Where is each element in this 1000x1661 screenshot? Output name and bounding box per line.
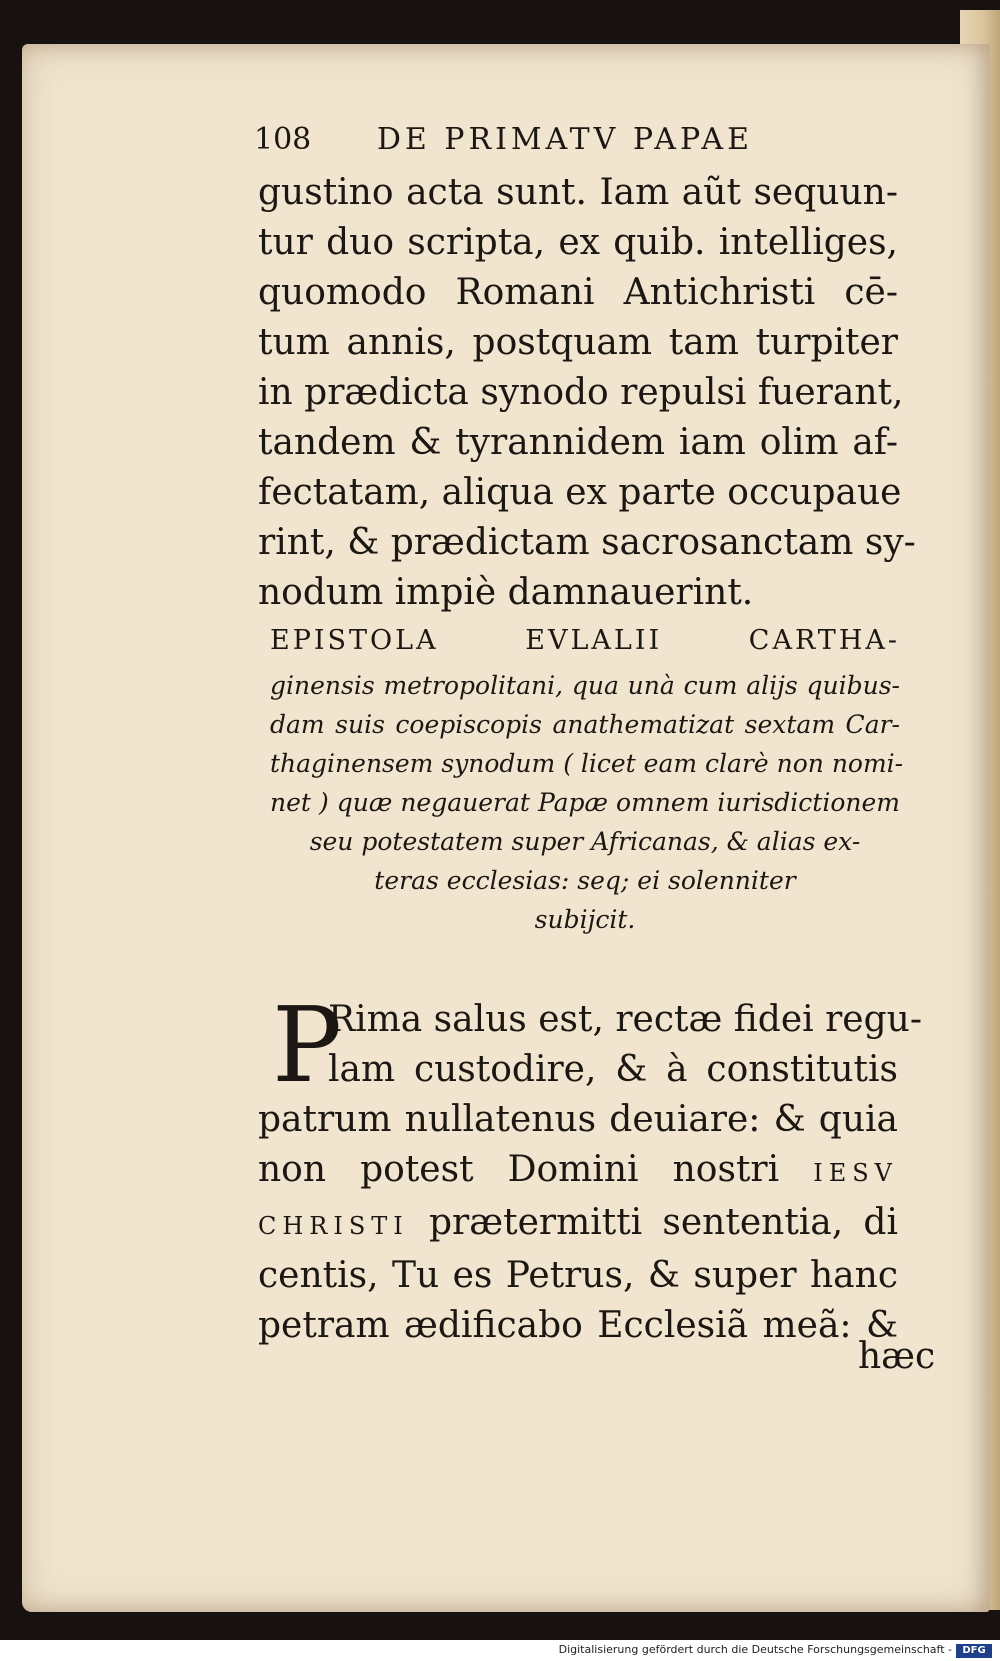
text-line: in prædicta synodo repulsi fuerant,	[258, 372, 904, 413]
text-line: tum annis, postquam tam turpiter	[258, 322, 898, 363]
text-line: tandem & tyrannidem iam olim af-	[258, 422, 898, 463]
catchword: hæc	[858, 1336, 936, 1377]
summary-line: dam suis coepiscopis anathematizat sextam Car-	[270, 710, 900, 739]
text-line	[258, 1145, 898, 1198]
summary-line: seu potestatem super Africanas, & alias ex-	[309, 827, 861, 856]
drop-capital: P	[272, 984, 342, 1106]
funding-note: Digitalisierung gefördert durch die Deutsche Forschungsgemeinschaft -	[558, 1643, 952, 1656]
text-line: tur duo scripta, ex quib. intelliges,	[258, 222, 898, 263]
text-line: petram ædificabo Ecclesiã meã: &	[258, 1305, 898, 1346]
text-line: Rima salus est, rectæ fidei regu-	[328, 999, 922, 1040]
text-span: non potest Domini nostri	[258, 1149, 814, 1190]
body-text-2	[258, 984, 922, 1351]
text-line: lam custodire, & à constitutis	[328, 1049, 898, 1090]
text-line: fectatam, aliqua ex parte occupaue	[258, 472, 902, 513]
text-line: rint, & prædictam sacrosanctam sy-	[258, 522, 916, 563]
small-caps-name: CHRISTI	[258, 1212, 409, 1240]
summary-line: teras ecclesias: seq; ei solenniter	[374, 866, 796, 895]
summary-line: ginensis metropolitani, qua unà cum alijs quibus-	[270, 671, 900, 700]
epistle-heading: EPISTOLA EVLALII CARTHA-	[270, 625, 900, 656]
page-number: 108	[254, 122, 312, 157]
text-line: nodum impiè damnauerint.	[258, 572, 754, 613]
text-span: prætermitti sententia, di	[408, 1202, 898, 1243]
summary-line: thaginensem synodum ( licet eam clarè non nomi-	[270, 749, 904, 778]
summary-line: subijcit.	[534, 905, 636, 934]
running-head	[254, 122, 894, 157]
body-text-1	[258, 168, 916, 618]
text-line: gustino acta sunt. Iam aũt sequun-	[258, 172, 898, 213]
epistle-summary	[270, 666, 904, 939]
running-title: DE PRIMATV PAPAE	[376, 122, 753, 157]
text-line	[258, 1198, 898, 1251]
text-line: quomodo Romani Antichristi cē-	[258, 272, 898, 313]
text-line: patrum nullatenus deuiare: & quia	[258, 1099, 898, 1140]
small-caps-name: IESV	[813, 1159, 898, 1187]
summary-line: net ) quæ negauerat Papæ omnem iurisdictionem	[270, 788, 900, 817]
text-line: centis, Tu es Petrus, & super hanc	[258, 1255, 898, 1296]
dfg-logo: DFG	[956, 1644, 992, 1658]
